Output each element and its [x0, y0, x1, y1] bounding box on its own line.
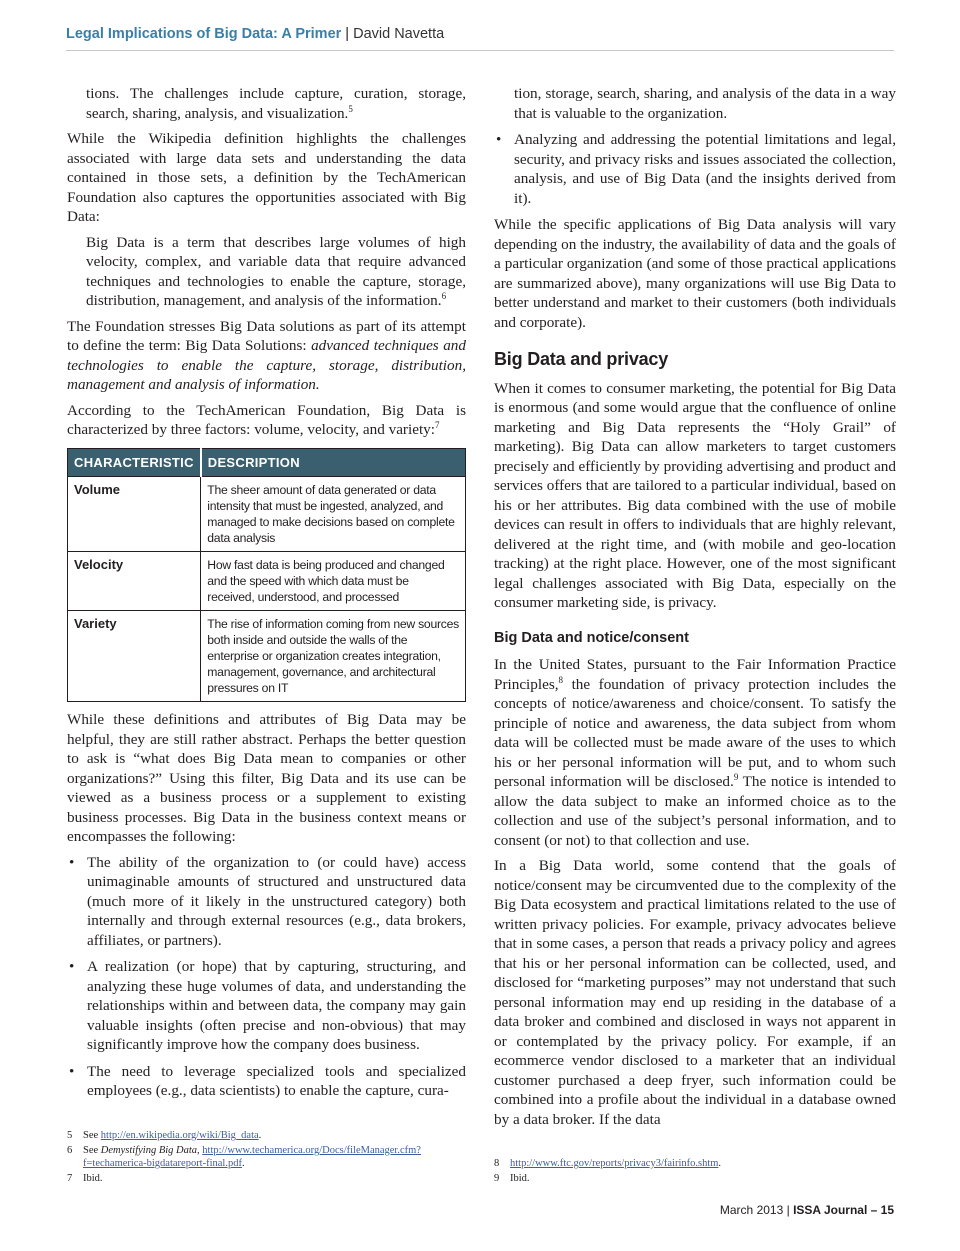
- paragraph: [67, 401, 466, 440]
- quote-text: Big Data is a term that describes large volumes of high velocity, complex, and variable data that require advanced techniques and technologies to enable the capture, storage, distribution, management, and analysis of the information.: [86, 233, 466, 309]
- paragraph: While these definitions and attributes of Big Data may be helpful, they are still rather abstract. Perhaps the better question to ask is “what does Big Data mean to companies or other organizations?” Using this filter, Big Data and its use can be viewed as a business process or a supplement to existing business processes. Big Data in the business context means or encompasses the following:: [67, 711, 466, 845]
- article-title: Legal Implications of Big Data: A Primer: [66, 26, 342, 42]
- journal-page: ISSA Journal – 15: [793, 1203, 894, 1217]
- column-header: CHARACTERISTIC: [68, 448, 201, 477]
- paragraph-continued: [67, 84, 466, 123]
- header-rule: [66, 50, 894, 51]
- list-item: [67, 1062, 466, 1101]
- bullet-list: [67, 853, 466, 1101]
- characteristic-cell: Velocity: [68, 552, 201, 611]
- footnote-number: 9: [494, 1173, 500, 1184]
- footnote-text: [83, 1129, 261, 1142]
- footnote: [494, 1157, 894, 1170]
- footnote-number: 7: [67, 1173, 73, 1184]
- list-item-text: tion, storage, search, sharing, and analysis of the data in a way that is valuable to the organization.: [514, 85, 896, 122]
- table-row: [68, 611, 466, 702]
- footnote-number: 5: [67, 1130, 73, 1141]
- list-item: [67, 853, 466, 951]
- bullet-glyph: •: [69, 1062, 75, 1080]
- block-quote: [86, 233, 466, 311]
- list-item: [494, 130, 896, 208]
- footnote-suffix: .: [241, 1158, 245, 1169]
- subsection-heading: Big Data and notice/consent: [494, 629, 689, 646]
- footnote-italic: Demystifying Big Data: [100, 1145, 198, 1156]
- paragraph: [67, 317, 466, 395]
- footnote: [67, 1144, 467, 1170]
- footnote-ref: 9: [733, 771, 739, 782]
- footnote-mid: ,: [197, 1145, 203, 1156]
- table-row: [68, 477, 466, 552]
- list-item-text: The need to leverage specialized tools and specialized employees (e.g., data scientists) to enable the capture, cura-: [87, 1062, 466, 1099]
- characteristics-table: [67, 448, 466, 703]
- bullet-glyph: •: [496, 131, 502, 148]
- footnotes-left: [67, 1129, 467, 1187]
- list-item-text: A realization (or hope) that by capturing, structuring, and analyzing these huge volumes of data, and understanding the relationships within and between data, the company may gain valuable insights (often precise and non-obvious) that may significantly improve how the company does business.: [87, 958, 466, 1053]
- list-item-text: Analyzing and addressing the potential limitations and legal, security, and privacy risks and issues associated the collection, analysis, and use of Big Data (and the insights derived from it).: [514, 131, 896, 207]
- paragraph: In a Big Data world, some contend that the goals of notice/consent may be circumvented due to the complexity of the Big Data ecosystem and practical limitations related to the use of written privacy policies. For example, privacy advocates believe that in some cases, a person that reads a privacy policy and agrees that his or her personal information can be collected, used, and disclosed for “marketing purposes” may not understand that such personal information may end up residing in the database of a data broker and combined and disclosed in ways not apparent in or contemplated by the privacy policy. For example, if an ecommerce vendor disclosed to a marketer that an individual customer purchased a deep fryer, such information could be combined into a profile about the individual in a database owned by a data broker. If the data: [494, 857, 896, 1128]
- footnote-link[interactable]: http://www.ftc.gov/reports/privacy3/fairinfo.shtm: [510, 1158, 719, 1169]
- issue-date: March 2013: [719, 1203, 784, 1217]
- footnote-ref: 6: [441, 290, 447, 301]
- footnote-text: Ibid.: [510, 1173, 530, 1184]
- header-separator: |: [341, 26, 354, 42]
- footnote-text: [510, 1157, 721, 1170]
- article-author: David Navetta: [353, 26, 445, 42]
- footnote-ref: 5: [348, 103, 353, 114]
- bullet-glyph: •: [69, 853, 75, 871]
- paragraph-text: tions. The challenges include capture, curation, storage, search, sharing, analysis, and visualization.: [86, 85, 466, 122]
- paragraph: While the specific applications of Big Data analysis will vary depending on the industry, the availability of data and the goals of a particular organization (and some of those practical applications are summarized above), many organizations will use Big Data to better understand and market to their customers (both individuals and corporate).: [494, 216, 896, 331]
- footnote-link[interactable]: http://en.wikipedia.org/wiki/Big_data: [100, 1130, 259, 1141]
- table-row: [68, 552, 466, 611]
- section-heading: Big Data and privacy: [494, 349, 669, 369]
- running-header: [66, 26, 444, 42]
- list-item-text: The ability of the organization to (or could have) access unimaginable amounts of structured and unstructured data (much more of it likely in the unstructured category) both internally and through external resources (e.g., data brokers, affiliates, or partners).: [87, 853, 466, 949]
- italic-definition: advanced techniques and technologies to enable the capture, storage, distribution, management and analysis of information.: [67, 337, 466, 393]
- footnote-text: Ibid.: [83, 1173, 103, 1184]
- characteristic-cell: Variety: [68, 611, 201, 702]
- footnote: [67, 1172, 467, 1185]
- footnote-number: 6: [67, 1145, 73, 1156]
- paragraph-text: The notice is intended to allow the data subject to make an informed choice as to the collection and use of the subject’s personal information, and to consent (or not) to that collection and use.: [494, 773, 896, 849]
- description-cell: The rise of information coming from new sources both inside and outside the walls of the enterprise or organization creates integration, management, governance, and architectural pressures on IT: [201, 611, 466, 702]
- column-header: DESCRIPTION: [201, 448, 466, 477]
- paragraph-text: The Foundation stresses Big Data solutions as part of its attempt to define the term: Big Data Solutions:: [67, 317, 466, 354]
- paragraph: While the Wikipedia definition highlights the challenges associated with large data sets and understanding the data contained in those sets, a definition by the TechAmerican Foundation also captures the opportunities associated with Big Data:: [67, 130, 466, 225]
- footnote-suffix: .: [258, 1130, 262, 1141]
- right-column: [494, 84, 896, 1135]
- footnote-ref: 8: [558, 674, 564, 685]
- footnote-prefix: See: [83, 1145, 101, 1156]
- left-column: [67, 84, 466, 1108]
- footnote: [494, 1172, 894, 1185]
- footnote-ref: 7: [435, 419, 440, 430]
- paragraph-text: In the United States, pursuant to the Fair Information Practice Principles,: [494, 656, 896, 693]
- footer-separator: |: [783, 1203, 794, 1217]
- footnote-prefix: See: [83, 1130, 101, 1141]
- paragraph: When it comes to consumer marketing, the potential for Big Data is enormous (and some would argue that the confluence of online marketing and Big Data represents the “Holy Grail” of marketing). Big Data can allow marketers to target customers precisely and efficiently by providing advertising and product and services offers that are tailored to a particular individual, based on his or her attributes. Big data combined with the use of mobile devices can result in offers to individuals that are highly relevant, delivered at the right time, and (with mobile and geo-location tracking) at the right place. However, one of the most significant legal challenges associated with Big Data, especially on the consumer marketing side, is privacy.: [494, 379, 896, 611]
- paragraph-text: According to the TechAmerican Foundation, Big Data is characterized by three factors: volume, velocity, and variety:: [67, 401, 466, 438]
- footnote-number: 8: [494, 1158, 500, 1169]
- characteristic-cell: Volume: [68, 477, 201, 552]
- paragraph-text: the foundation of privacy protection includes the concepts of notice/awareness and choice/consent. To satisfy the principle of notice and awareness, the data subject from whom data will be collected must be made aware of the uses to which his or her personal information will be put, and to whom such personal information will be disclosed.: [494, 675, 896, 790]
- footnote-suffix: .: [718, 1158, 722, 1169]
- footnotes-right: [494, 1157, 894, 1187]
- list-item-continued: [494, 84, 896, 123]
- footnote-text: [83, 1144, 467, 1170]
- list-item: [67, 957, 466, 1055]
- bullet-glyph: •: [69, 958, 75, 975]
- page-footer: [720, 1203, 894, 1217]
- footnote: [67, 1129, 467, 1142]
- table-header-row: [68, 448, 466, 477]
- bullet-list-continued: [494, 84, 896, 208]
- description-cell: The sheer amount of data generated or data intensity that must be ingested, analyzed, and managed to make decisions based on complete data analysis: [201, 477, 466, 552]
- paragraph: [494, 655, 896, 850]
- footnote-link[interactable]: http://www.techamerica.org/Docs/fileManager.cfm?f=techamerica-bigdatareport-final.pdf: [83, 1145, 421, 1169]
- description-cell: How fast data is being produced and changed and the speed with which data must be received, understood, and processed: [201, 552, 466, 611]
